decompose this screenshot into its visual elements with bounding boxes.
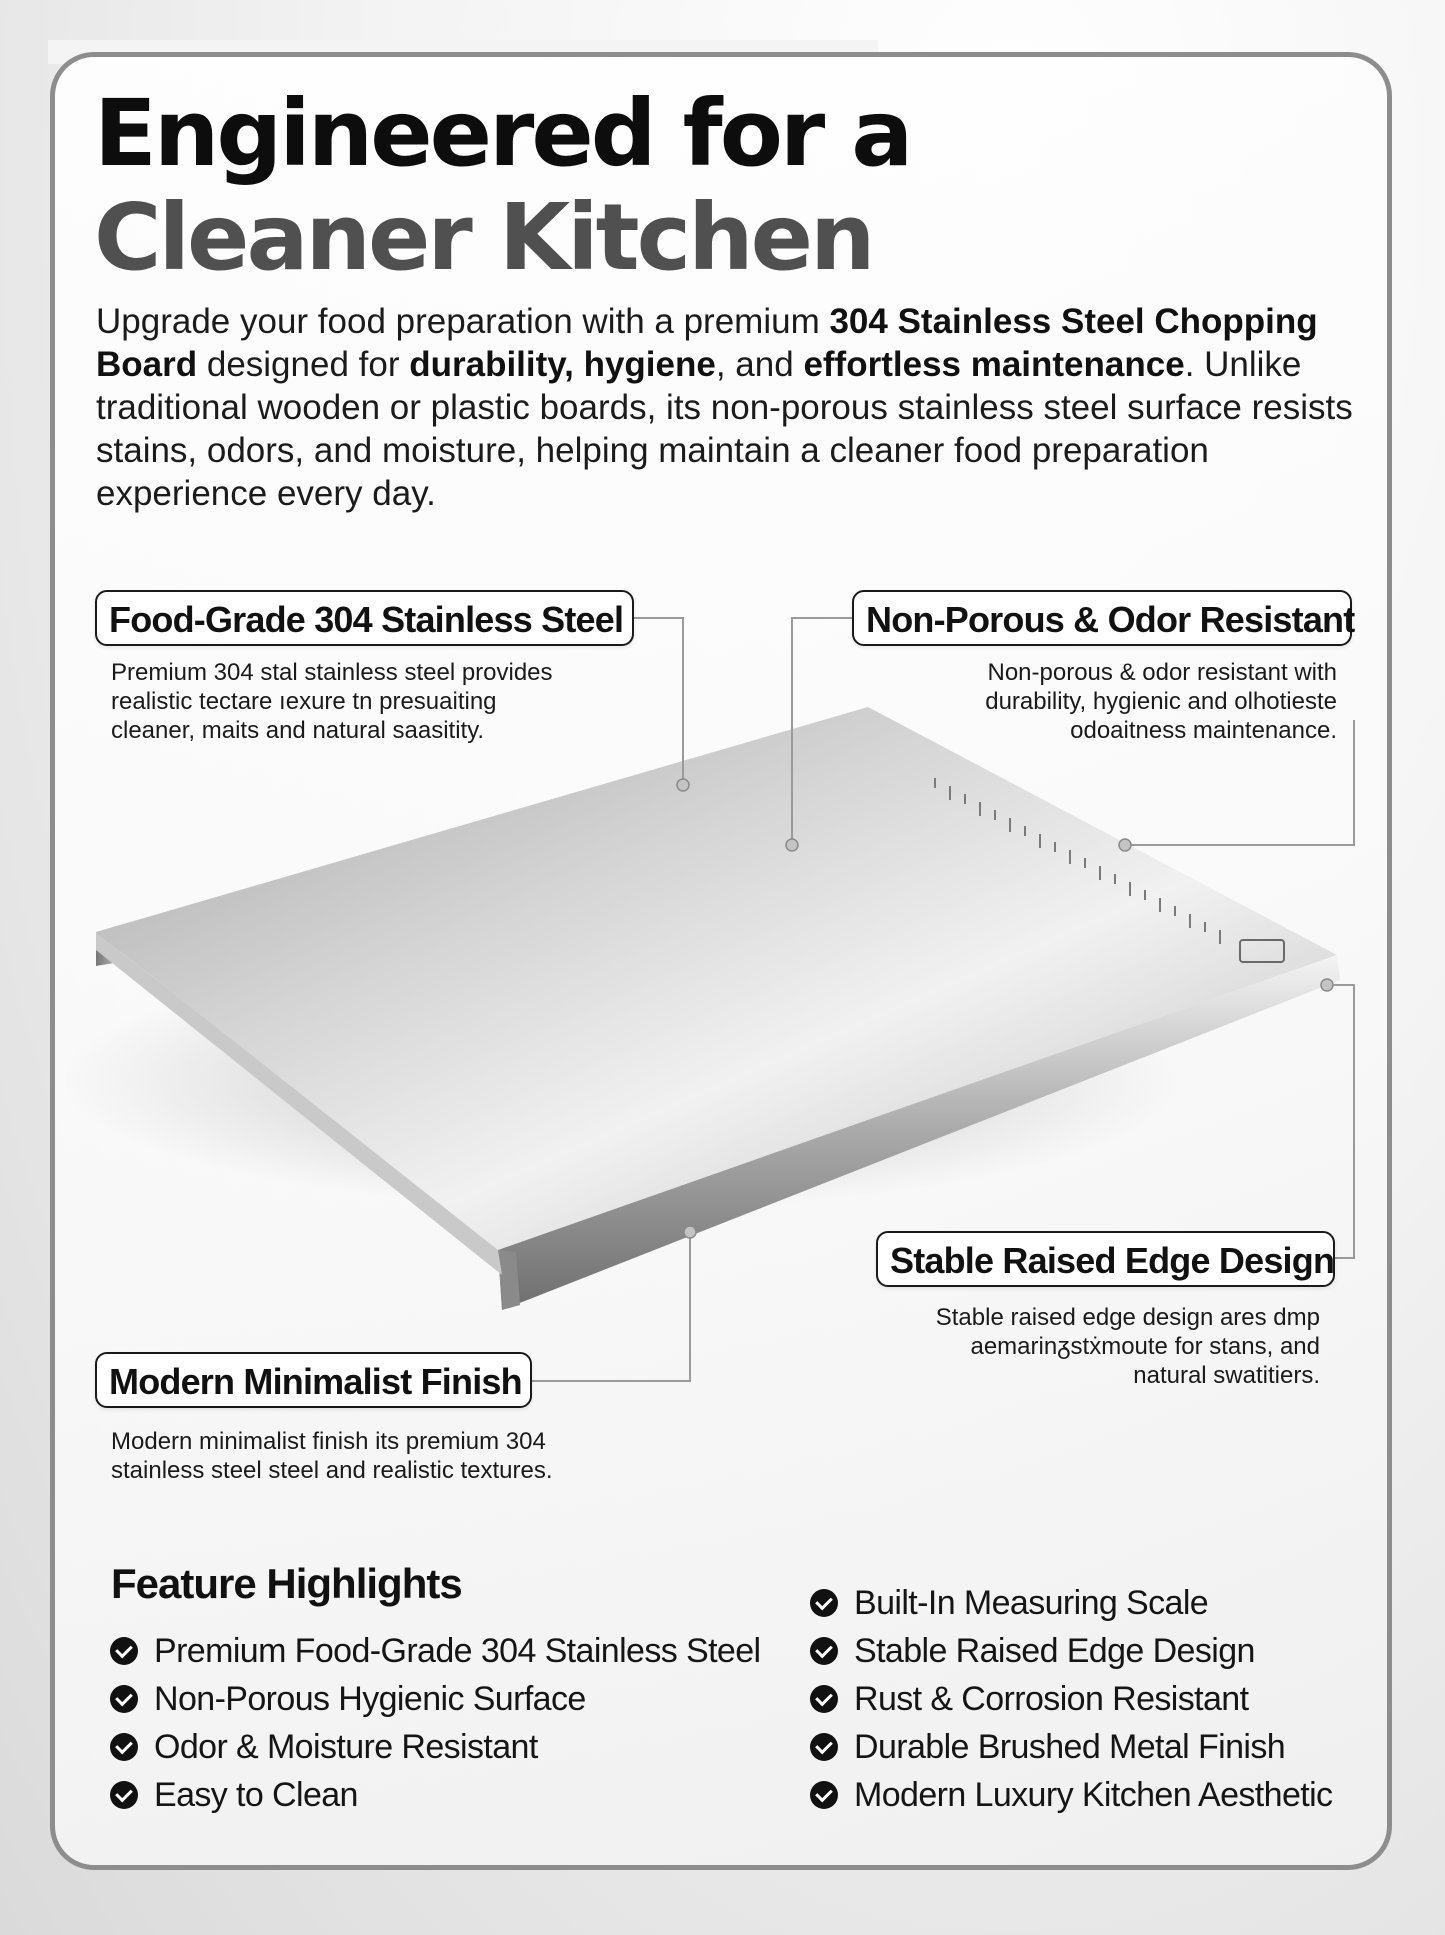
callout-modern-finish-line: Modern minimalist finish its premium 304 xyxy=(111,1428,546,1455)
feature-label: Odor & Moisture Resistant xyxy=(154,1727,538,1766)
callout-non-porous-line: Non-porous & odor resistant with xyxy=(987,659,1337,686)
callout-stable-edge-line: natural swatitiers. xyxy=(1133,1362,1320,1389)
feature-label: Built-In Measuring Scale xyxy=(854,1583,1209,1622)
callout-stable-edge-desc xyxy=(848,1303,1320,1390)
check-circle-icon xyxy=(810,1685,838,1713)
feature-label: Stable Raised Edge Design xyxy=(854,1631,1255,1670)
intro-bold-durability: durability, hygiene xyxy=(409,345,716,384)
feature-item xyxy=(110,1771,761,1819)
intro-text-2: designed for xyxy=(197,345,410,384)
callout-non-porous-desc xyxy=(900,658,1337,745)
check-circle-icon xyxy=(110,1685,138,1713)
check-circle-icon xyxy=(110,1781,138,1809)
feature-label: Rust & Corrosion Resistant xyxy=(854,1679,1249,1718)
feature-item xyxy=(110,1675,761,1723)
intro-text-3: , and xyxy=(715,345,804,384)
callout-non-porous-title: Non-Porous & Odor Resistant xyxy=(852,590,1352,646)
feature-label: Durable Brushed Metal Finish xyxy=(854,1727,1286,1766)
callout-modern-finish-line: stainless steel steel and realistic textures. xyxy=(111,1457,553,1484)
callout-stable-edge-title: Stable Raised Edge Design xyxy=(876,1231,1335,1287)
feature-label: Easy to Clean xyxy=(154,1775,358,1814)
callout-non-porous-line: odoaitness maintenance. xyxy=(1070,717,1337,744)
feature-item xyxy=(810,1627,1332,1675)
feature-list-right xyxy=(810,1579,1332,1819)
headline-line-1: Engineered for a xyxy=(94,80,911,187)
callout-non-porous-line: durability, hygienic and olhotieste xyxy=(985,688,1337,715)
feature-item xyxy=(810,1675,1332,1723)
feature-item xyxy=(110,1627,761,1675)
callout-food-grade-desc xyxy=(111,658,553,745)
feature-list-left xyxy=(110,1627,761,1819)
intro-text-4: . Unlike traditional wooden or plastic boards, its non-porous stainless steel surface resists stains, odors, and moisture, helping maintain a cleaner food preparation experience every day. xyxy=(96,345,1353,513)
feature-item xyxy=(110,1723,761,1771)
feature-label: Non-Porous Hygienic Surface xyxy=(154,1679,586,1718)
callout-food-grade-line: Premium 304 stal stainless steel provides xyxy=(111,659,553,686)
callout-modern-finish-title: Modern Minimalist Finish xyxy=(95,1352,532,1408)
callout-food-grade-line: cleaner, maits and natural saasitity. xyxy=(111,717,485,744)
feature-item xyxy=(810,1771,1332,1819)
feature-highlights-title: Feature Highlights xyxy=(111,1560,462,1607)
feature-label: Modern Luxury Kitchen Aesthetic xyxy=(854,1775,1333,1814)
check-circle-icon xyxy=(110,1637,138,1665)
check-circle-icon xyxy=(810,1781,838,1809)
check-circle-icon xyxy=(810,1637,838,1665)
callout-stable-edge-line: Stable raised edge design ares dmp xyxy=(935,1304,1320,1331)
check-circle-icon xyxy=(810,1589,838,1617)
intro-text-1: Upgrade your food preparation with a premium xyxy=(96,302,830,341)
intro-bold-product: 304 Stainless Steel Chopping Board xyxy=(96,302,1318,384)
headline-line-2: Cleaner Kitchen xyxy=(94,184,873,291)
feature-item xyxy=(810,1723,1332,1771)
check-circle-icon xyxy=(110,1733,138,1761)
callout-stable-edge-line: aemarinᵹstẋmoute for stans, and xyxy=(970,1333,1320,1360)
callout-food-grade-title: Food-Grade 304 Stainless Steel xyxy=(95,590,634,646)
check-circle-icon xyxy=(810,1733,838,1761)
callout-modern-finish-desc xyxy=(111,1427,553,1485)
callout-food-grade-line: realistic tectare ıexure tn presuaiting xyxy=(111,688,497,715)
feature-item xyxy=(810,1579,1332,1627)
intro-bold-maintenance: effortless maintenance xyxy=(803,345,1185,384)
feature-label: Premium Food-Grade 304 Stainless Steel xyxy=(154,1631,761,1670)
